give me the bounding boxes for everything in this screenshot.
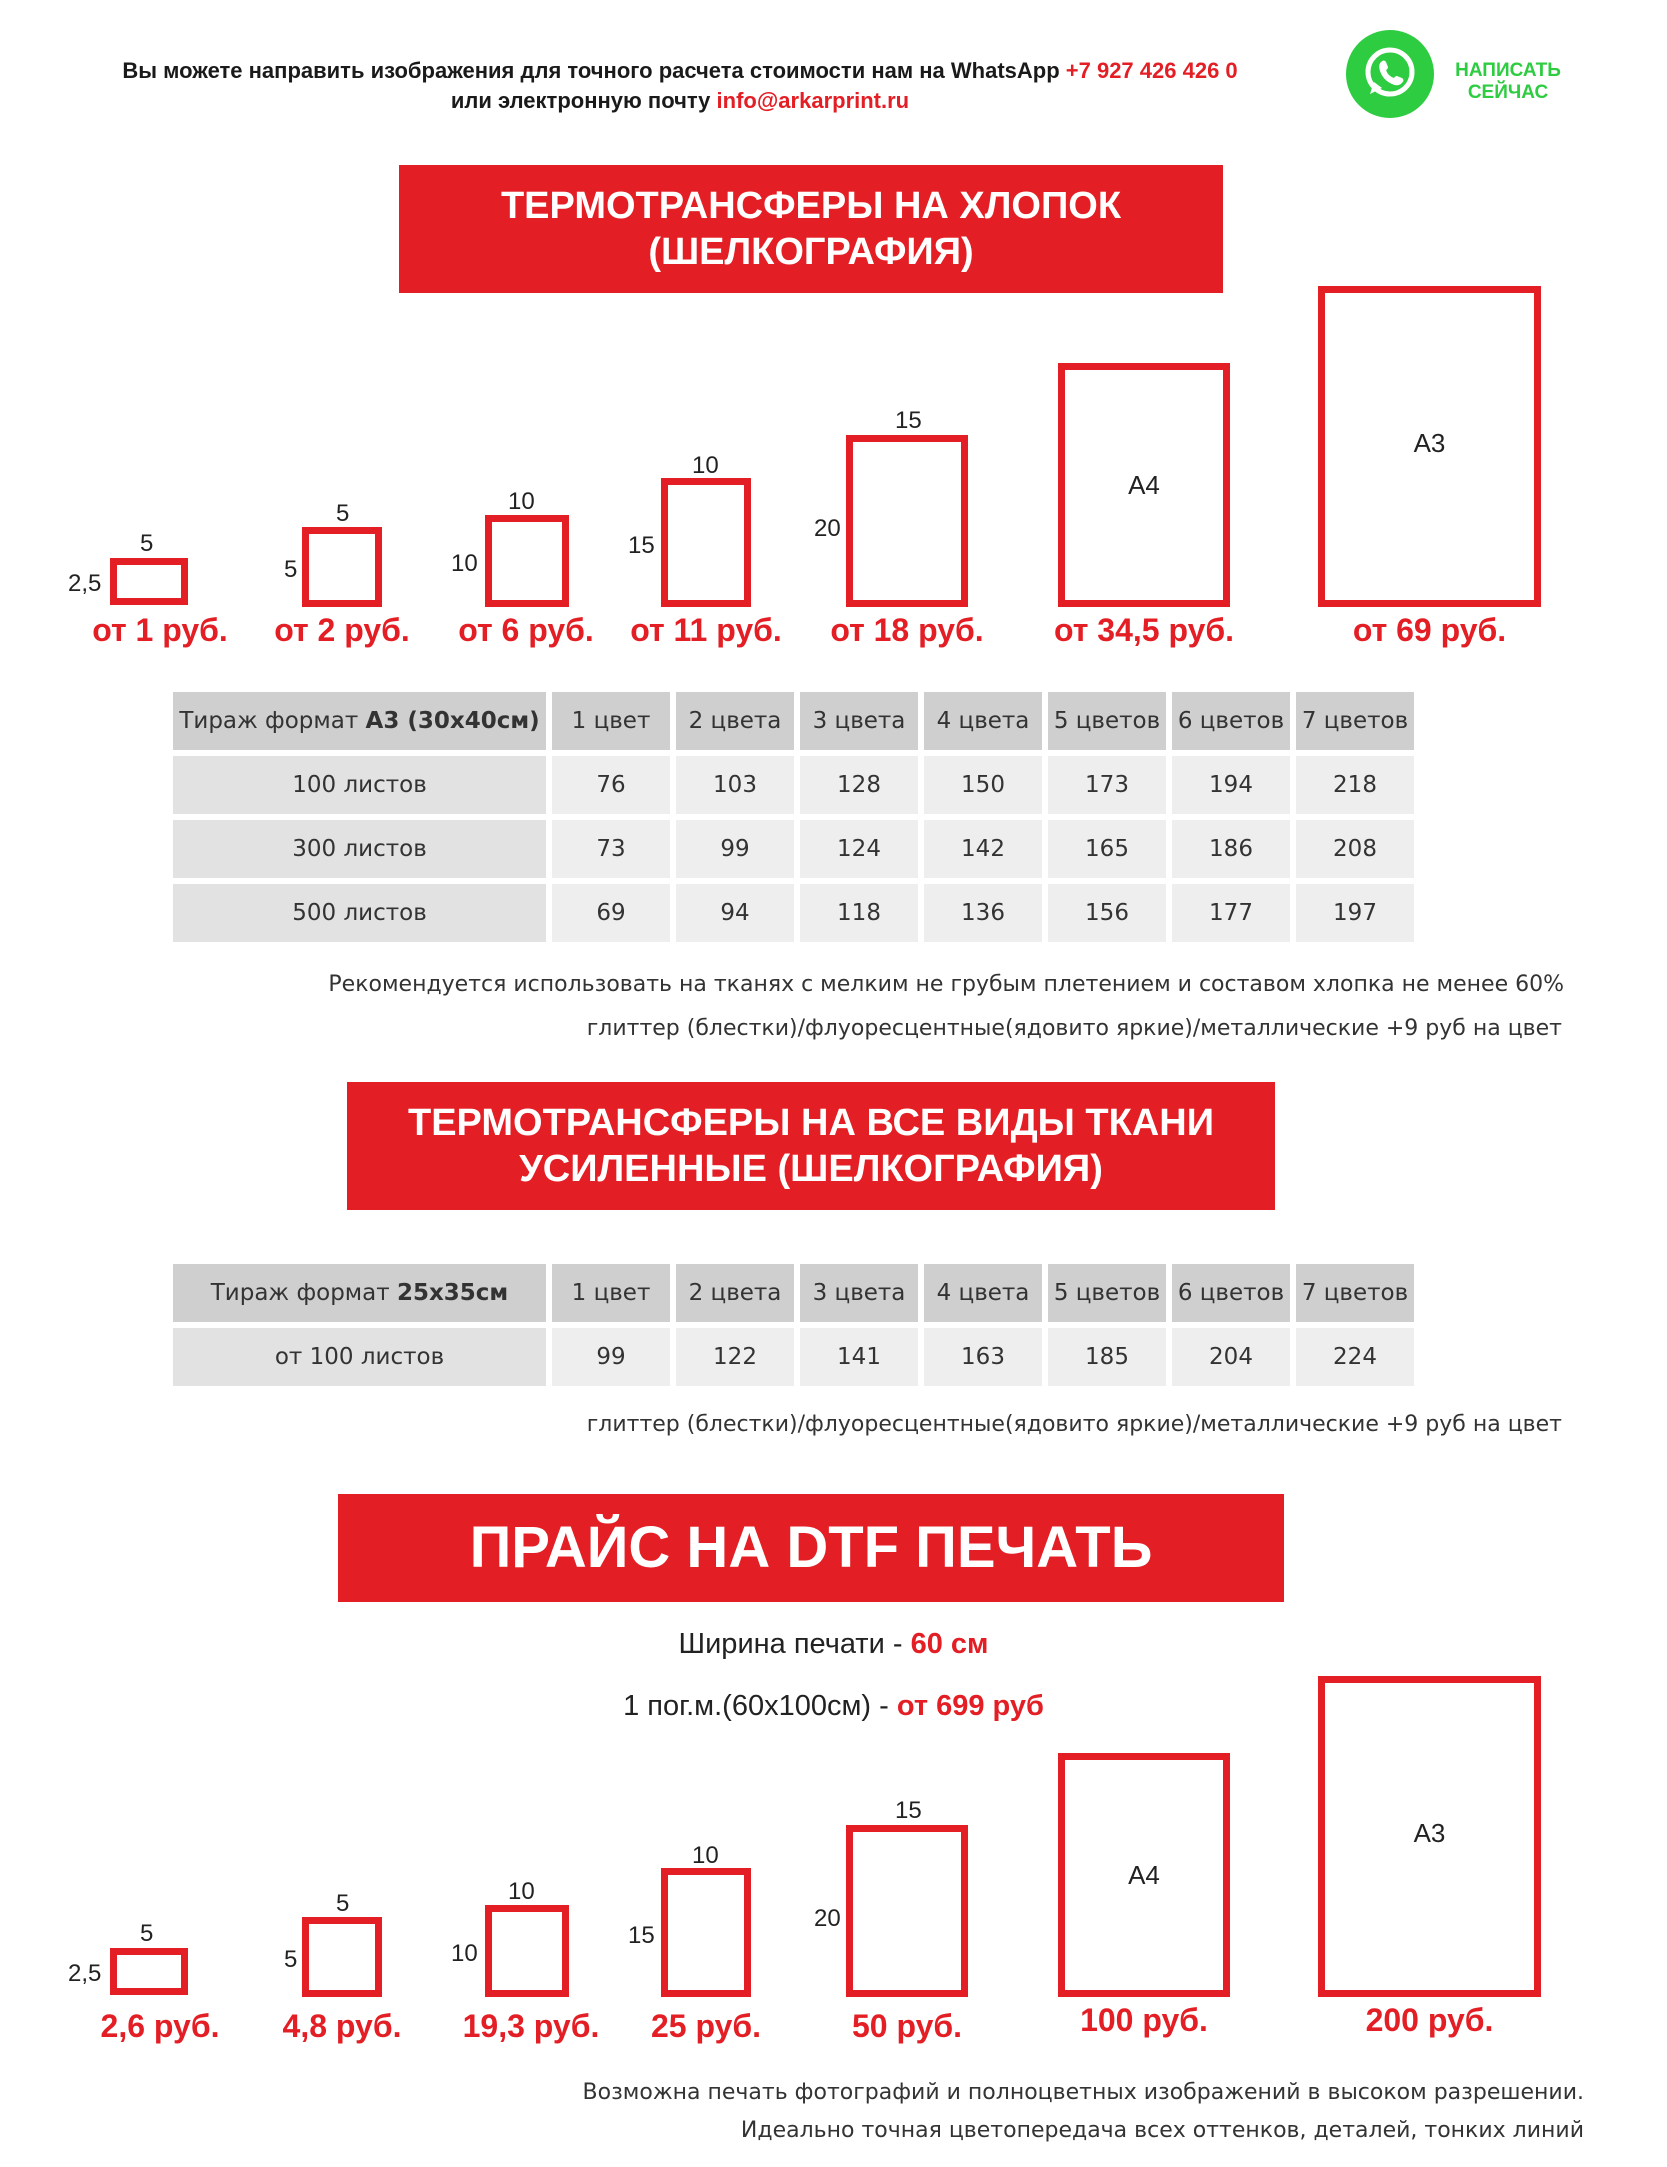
size-frame-5x5 <box>302 1917 382 1997</box>
column-header: 5 цветов <box>1048 692 1166 750</box>
whatsapp-cta[interactable] <box>1440 60 1576 104</box>
size-frame-10x15 <box>661 1868 751 1997</box>
contact-text: Вы можете направить изображения для точного расчета стоимости нам на WhatsApp <box>122 58 1066 83</box>
table-header-label <box>173 1264 546 1322</box>
table-cell: 204 <box>1172 1328 1290 1386</box>
column-header: 2 цвета <box>676 1264 794 1322</box>
column-header: 4 цвета <box>924 1264 1042 1322</box>
table-cell: 150 <box>924 756 1042 814</box>
size-height-label: 5 <box>284 556 298 583</box>
column-header: 7 цветов <box>1296 692 1414 750</box>
section2-title-line2: УСИЛЕННЫЕ (ШЕЛКОГРАФИЯ) <box>519 1148 1103 1190</box>
section2-title <box>347 1082 1275 1210</box>
size-frame-10x15 <box>661 478 751 607</box>
size-price: 4,8 руб. <box>282 2008 402 2044</box>
row-label: от 100 листов <box>173 1328 546 1386</box>
whatsapp-cta-line2: СЕЙЧАС <box>1467 82 1549 103</box>
price-table-a3 <box>167 686 1420 948</box>
table-cell: 73 <box>552 820 670 878</box>
size-price: от 6 руб. <box>458 612 594 648</box>
table-cell: 165 <box>1048 820 1166 878</box>
table-cell: 99 <box>676 820 794 878</box>
whatsapp-phone-link[interactable]: +7 927 426 426 0 <box>1065 58 1238 83</box>
dtf-width-value: 60 см <box>910 1628 989 1660</box>
size-width-label: 5 <box>336 1890 350 1917</box>
size-price: 2,6 руб. <box>100 2008 220 2044</box>
table-cell: 194 <box>1172 756 1290 814</box>
table-header-label <box>173 692 546 750</box>
table-cell: 208 <box>1296 820 1414 878</box>
column-header: 1 цвет <box>552 1264 670 1322</box>
whatsapp-cta-line1: НАПИСАТЬ <box>1455 60 1561 81</box>
section2-title-line1: ТЕРМОТРАНСФЕРЫ НА ВСЕ ВИДЫ ТКАНИ <box>407 1102 1214 1144</box>
table-cell: 197 <box>1296 884 1414 942</box>
table-cell: 142 <box>924 820 1042 878</box>
table-header-row <box>173 692 1414 750</box>
size-format-label: А3 <box>1413 1818 1446 1848</box>
section3-title-text: ПРАЙС НА DTF ПЕЧАТЬ <box>469 1515 1153 1580</box>
size-width-label: 10 <box>692 1842 719 1869</box>
note-color-accuracy: Идеально точная цветопередача всех оттенков, деталей, тонких линий <box>740 2118 1584 2143</box>
table-cell: 141 <box>800 1328 918 1386</box>
table-header-prefix: Тираж формат <box>210 1280 397 1306</box>
size-price: от 11 руб. <box>630 612 782 648</box>
note-special-colors: глиттер (блестки)/флуоресцентные(ядовито яркие)/металлические +9 руб на цвет <box>586 1016 1562 1041</box>
price-table-25x35 <box>167 1258 1420 1392</box>
column-header: 3 цвета <box>800 692 918 750</box>
column-header: 3 цвета <box>800 1264 918 1322</box>
size-height-label: 5 <box>284 1946 298 1973</box>
table-cell: 124 <box>800 820 918 878</box>
table-cell: 156 <box>1048 884 1166 942</box>
dtf-meter-value: от 699 руб <box>896 1690 1044 1722</box>
size-width-label: 5 <box>336 500 350 527</box>
size-height-label: 20 <box>814 1905 841 1932</box>
size-frame-5x2.5 <box>110 1948 188 1995</box>
size-height-label: 20 <box>814 515 841 542</box>
table-cell: 94 <box>676 884 794 942</box>
whatsapp-button[interactable] <box>1346 30 1434 118</box>
table-row <box>173 756 1414 814</box>
size-format-label: А3 <box>1413 428 1446 458</box>
table-cell: 185 <box>1048 1328 1166 1386</box>
column-header: 2 цвета <box>676 692 794 750</box>
size-price: от 2 руб. <box>274 612 410 648</box>
size-price: 200 руб. <box>1365 2002 1494 2038</box>
size-format-label: А4 <box>1128 470 1160 500</box>
table-row <box>173 1328 1414 1386</box>
note-cotton-recommendation: Рекомендуется использовать на тканях с мелким не грубым плетением и составом хлопка не менее 60% <box>328 972 1564 997</box>
table-header-format: А3 (30х40см) <box>365 708 540 734</box>
size-format-label: А4 <box>1128 1860 1160 1890</box>
size-width-label: 10 <box>692 452 719 479</box>
email-link[interactable]: info@arkarprint.ru <box>716 88 910 113</box>
contact-info <box>60 56 1300 116</box>
table-cell: 173 <box>1048 756 1166 814</box>
size-height-label: 2,5 <box>68 570 102 597</box>
table-cell: 76 <box>552 756 670 814</box>
size-price: 50 руб. <box>851 2008 963 2044</box>
table-cell: 224 <box>1296 1328 1414 1386</box>
table-cell: 122 <box>676 1328 794 1386</box>
size-frame-15x20 <box>846 435 968 607</box>
size-height-label: 15 <box>628 532 655 559</box>
size-frame-5x2.5 <box>110 558 188 605</box>
table-cell: 99 <box>552 1328 670 1386</box>
size-price: от 69 руб. <box>1352 612 1507 648</box>
column-header: 6 цветов <box>1172 692 1290 750</box>
size-height-label: 10 <box>451 1940 478 1967</box>
section1-title <box>399 165 1223 293</box>
dtf-width-label: Ширина печати - <box>678 1628 911 1660</box>
row-label: 100 листов <box>173 756 546 814</box>
size-price: от 34,5 руб. <box>1053 612 1235 648</box>
note-photo-printing: Возможна печать фотографий и полноцветных изображений в высоком разрешении. <box>582 2080 1584 2105</box>
table-cell: 177 <box>1172 884 1290 942</box>
table-cell: 163 <box>924 1328 1042 1386</box>
section1-title-line1: ТЕРМОТРАНСФЕРЫ НА ХЛОПОК <box>500 185 1122 227</box>
size-height-label: 2,5 <box>68 1960 102 1987</box>
column-header: 7 цветов <box>1296 1264 1414 1322</box>
column-header: 5 цветов <box>1048 1264 1166 1322</box>
table-cell: 69 <box>552 884 670 942</box>
size-width-label: 15 <box>895 1797 922 1824</box>
dtf-meter-label: 1 пог.м.(60х100см) - <box>623 1690 897 1722</box>
table-row <box>173 884 1414 942</box>
size-height-label: 10 <box>451 550 478 577</box>
table-cell: 128 <box>800 756 918 814</box>
whatsapp-icon <box>1346 30 1434 118</box>
size-width-label: 10 <box>508 488 535 515</box>
section3-title <box>338 1494 1284 1602</box>
table-header-format: 25х35см <box>396 1280 509 1306</box>
table-header-row <box>173 1264 1414 1322</box>
table-cell: 218 <box>1296 756 1414 814</box>
size-frame-5x5 <box>302 527 382 607</box>
table-cell: 103 <box>676 756 794 814</box>
size-width-label: 5 <box>140 1920 154 1947</box>
table-header-prefix: Тираж формат <box>179 708 366 734</box>
size-price: от 1 руб. <box>92 612 228 648</box>
table-cell: 186 <box>1172 820 1290 878</box>
table-row <box>173 820 1414 878</box>
contact-text-2: или электронную почту <box>450 88 717 113</box>
table-cell: 118 <box>800 884 918 942</box>
size-width-label: 5 <box>140 530 154 557</box>
row-label: 300 листов <box>173 820 546 878</box>
size-frame-10x10 <box>485 1905 569 1997</box>
column-header: 1 цвет <box>552 692 670 750</box>
size-price: от 18 руб. <box>830 612 984 648</box>
column-header: 4 цвета <box>924 692 1042 750</box>
size-frame-15x20 <box>846 1825 968 1997</box>
note-special-colors: глиттер (блестки)/флуоресцентные(ядовито яркие)/металлические +9 руб на цвет <box>586 1412 1562 1437</box>
size-width-label: 10 <box>508 1878 535 1905</box>
size-price: 25 руб. <box>650 2008 762 2044</box>
table-cell: 136 <box>924 884 1042 942</box>
row-label: 500 листов <box>173 884 546 942</box>
dtf-print-width <box>0 1628 1667 1661</box>
size-price: 100 руб. <box>1080 2002 1208 2038</box>
column-header: 6 цветов <box>1172 1264 1290 1322</box>
size-price: 19,3 руб. <box>462 2008 600 2044</box>
size-frame-10x10 <box>485 515 569 607</box>
size-width-label: 15 <box>895 407 922 434</box>
section1-title-line2: (ШЕЛКОГРАФИЯ) <box>648 231 974 273</box>
size-height-label: 15 <box>628 1922 655 1949</box>
